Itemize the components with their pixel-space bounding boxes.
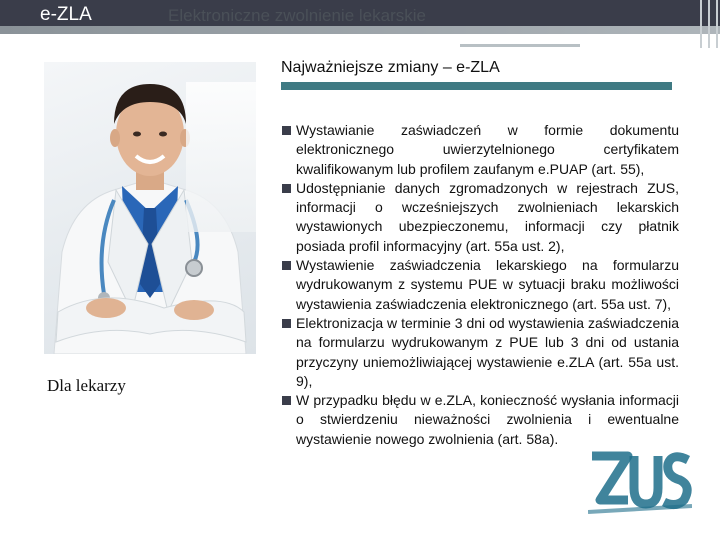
slide-title: Elektroniczne zwolnienie lekarskie (168, 6, 426, 25)
header-accent-line (460, 44, 580, 47)
bullet-text: Elektronizacja w terminie 3 dni od wystawienia zaświadczenia na formularzu wydrukowanym z PUE lub 3 dni od ustania przyczyny uniemożliwiającej wystawienie e.ZLA (art. 55a ust. 9), (296, 314, 679, 389)
bullet-square-icon (282, 261, 291, 270)
bullet-item (281, 391, 679, 449)
heading-underline (281, 82, 672, 90)
bullet-item (281, 256, 679, 314)
bullet-square-icon (282, 319, 291, 328)
bullet-list (281, 121, 679, 449)
bullet-item (281, 121, 679, 179)
decor-line (708, 0, 710, 48)
photo-background-window (186, 82, 256, 232)
bullet-item (281, 179, 679, 256)
bullet-square-icon (282, 184, 291, 193)
decor-line (716, 0, 718, 48)
doctor-photo (44, 62, 256, 354)
app-title: e-ZLA (40, 4, 92, 25)
bullet-square-icon (282, 126, 291, 135)
photo-caption: Dla lekarzy (47, 376, 126, 395)
header-divider (0, 26, 720, 34)
section-heading: Najważniejsze zmiany – e-ZLA (281, 59, 500, 76)
bullet-text: Udostępnianie danych zgromadzonych w rejestrach ZUS, informacji o wcześniejszych zwolnieniach lekarskich wystawionych ubezpieczonemu, informacji czy płatnik posiada profil informacyjny (art. 55a ust. 2), (296, 179, 679, 254)
bullet-text: Wystawianie zaświadczeń w formie dokumentu elektronicznego uwierzytelnionego certyfikatem kwalifikowanym lub profilem zaufanym e.PUAP (art. 55), (296, 122, 679, 177)
decor-line (700, 0, 702, 48)
bullet-item (281, 314, 679, 391)
bullet-square-icon (282, 396, 291, 405)
bullet-text: Wystawienie zaświadczenia lekarskiego na formularzu wydrukowanym z systemu PUE w sytuacji braku możliwości wystawienia zaświadczenia elektronicznego (art. 55a ust. 7), (296, 257, 679, 312)
bullet-text: W przypadku błędu w e.ZLA, konieczność wysłania informacji o stwierdzeniu nieważności zwolnienia i ewentualne wystawienie nowego zwolnienia (art. 58a). (296, 392, 679, 447)
zus-logo (588, 448, 692, 518)
